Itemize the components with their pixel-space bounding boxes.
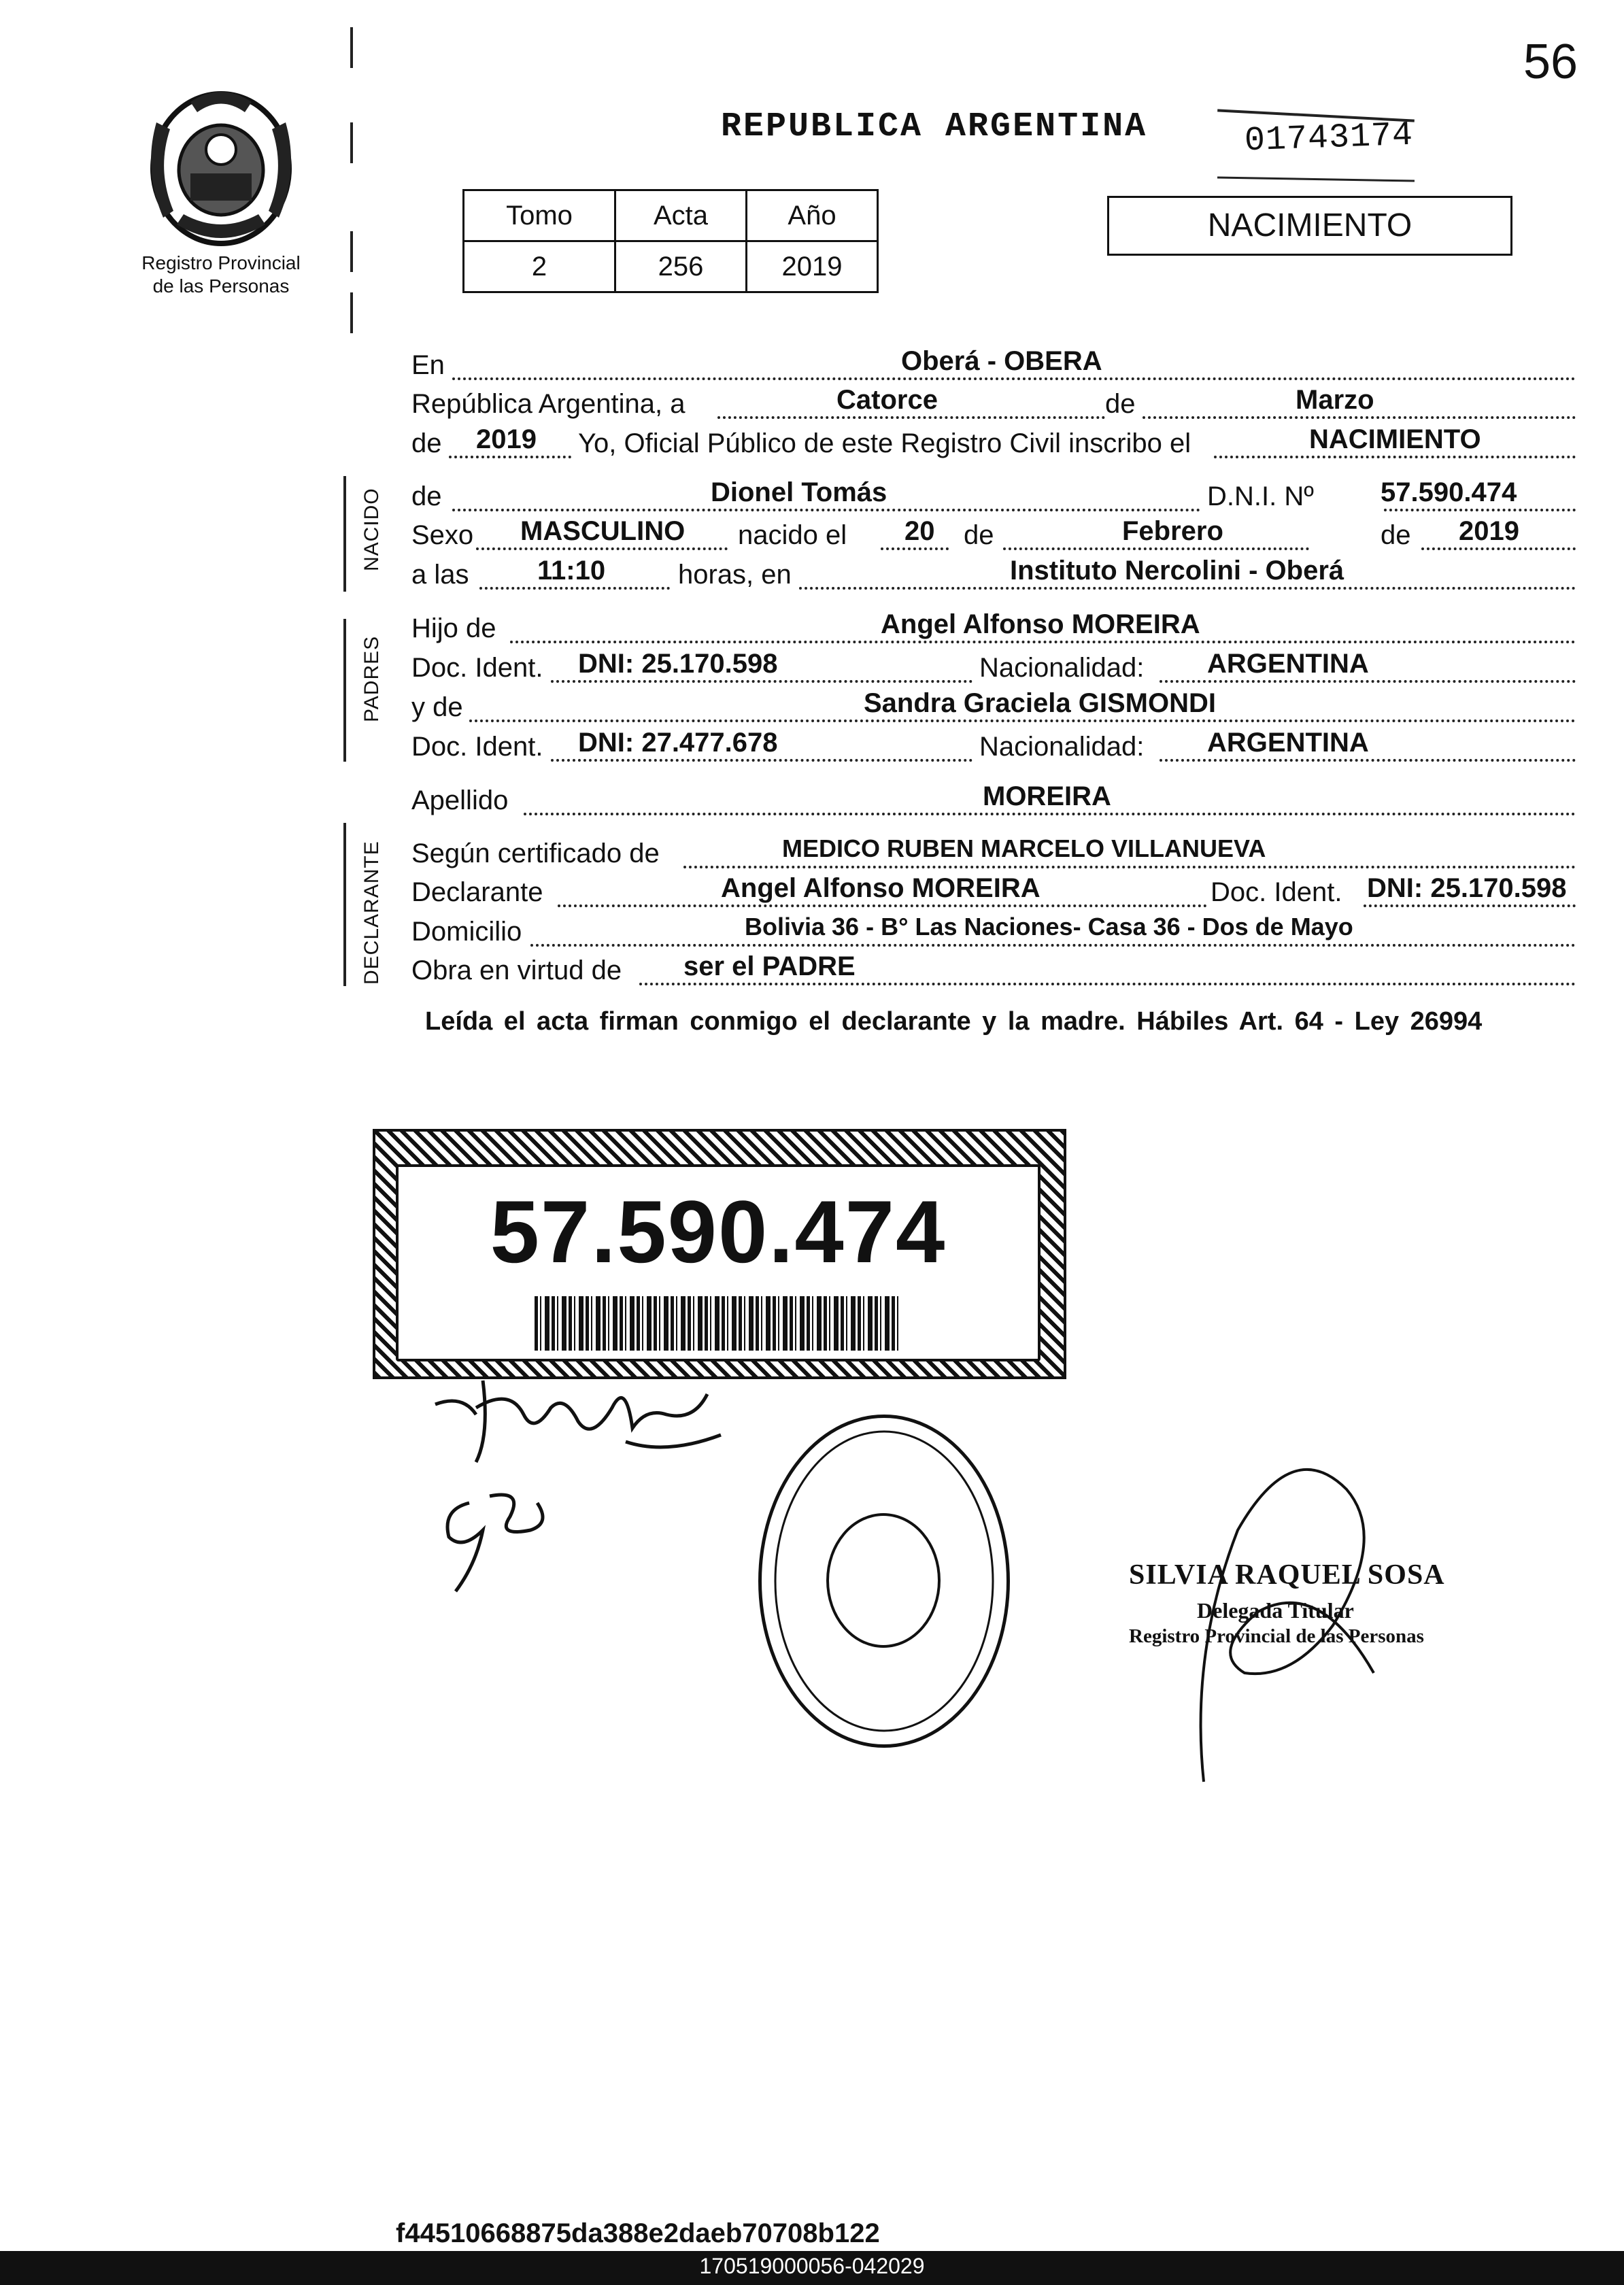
dotted-fill	[1160, 759, 1576, 762]
mother-nationality-value: ARGENTINA	[1207, 728, 1369, 758]
father-doc-value: DNI: 25.170.598	[578, 649, 778, 679]
signer-role: Delegada Titular	[1197, 1598, 1354, 1623]
dotted-fill	[476, 547, 728, 550]
dotted-fill	[1364, 904, 1576, 907]
label-capacity: Obra en virtud de	[411, 955, 622, 985]
dotted-fill	[449, 456, 571, 458]
line-capacity	[411, 951, 1576, 994]
margin-dash	[350, 292, 353, 333]
dotted-fill	[683, 866, 1576, 868]
record-table	[462, 189, 879, 293]
line-mother-doc	[411, 728, 1576, 770]
dotted-fill	[469, 720, 1576, 722]
certificate-value: MEDICO RUBEN MARCELO VILLANUEVA	[782, 834, 1266, 862]
section-label-padres: PADRES	[360, 635, 383, 722]
anio-header: Año	[747, 190, 878, 241]
registry-name-line1: Registro Provincial	[141, 252, 301, 273]
dotted-fill	[1003, 547, 1309, 550]
label-declarant: Declarante	[411, 877, 543, 907]
official-seal	[758, 1415, 1010, 1748]
margin-dash	[350, 122, 353, 163]
serial-number: 01743174	[1244, 116, 1414, 161]
province-crest-logo	[136, 82, 306, 252]
surname-value: MOREIRA	[983, 781, 1111, 811]
address-value: Bolivia 36 - B° Las Naciones- Casa 36 - Dos de Mayo	[745, 913, 1353, 941]
line-inscription	[411, 424, 1576, 467]
page-number: 56	[1523, 35, 1578, 89]
year-value: 2019	[476, 424, 537, 454]
label-declarant-doc: Doc. Ident.	[1211, 877, 1342, 907]
signature-declarant	[422, 1367, 721, 1469]
document-title: REPUBLICA ARGENTINA	[721, 107, 1148, 146]
label-doc: Doc. Ident.	[411, 653, 543, 683]
label-sex: Sexo	[411, 520, 474, 550]
label-father: Hijo de	[411, 613, 496, 643]
record-table-value-row	[464, 241, 878, 292]
label-dni: D.N.I. Nº	[1207, 481, 1314, 511]
nacido-section-rule	[343, 476, 346, 592]
signature-mother	[428, 1476, 564, 1598]
dotted-fill	[510, 641, 1576, 643]
tomo-header: Tomo	[464, 190, 615, 241]
label-de: de	[411, 428, 442, 458]
month-value: Marzo	[1296, 385, 1374, 415]
label-doc: Doc. Ident.	[411, 732, 543, 762]
line-sex-birth	[411, 516, 1576, 558]
capacity-value: ser el PADRE	[683, 951, 856, 981]
inscribe-value: NACIMIENTO	[1309, 424, 1481, 454]
label-mother: y de	[411, 692, 463, 722]
label-nationality: Nacionalidad:	[979, 732, 1145, 762]
day-value: Catorce	[836, 385, 938, 415]
footer-code: 170519000056-042029	[699, 2254, 925, 2278]
line-place	[411, 346, 1576, 388]
section-label-nacido: NACIDO	[360, 488, 383, 571]
acta-header: Acta	[615, 190, 747, 241]
declarante-section-rule	[343, 823, 346, 986]
declarant-doc-value: DNI: 25.170.598	[1367, 873, 1567, 903]
margin-dash	[350, 231, 353, 272]
label-born: nacido el	[738, 520, 847, 550]
birth-year-value: 2019	[1459, 516, 1519, 546]
line-birth-time	[411, 556, 1576, 598]
label-en: En	[411, 350, 445, 380]
line-mother	[411, 688, 1576, 730]
dotted-fill	[1143, 416, 1576, 419]
document-hash: f44510668875da388e2daeb70708b122	[396, 2218, 880, 2248]
dotted-fill	[881, 547, 949, 550]
father-name-value: Angel Alfonso MOREIRA	[881, 609, 1200, 639]
registry-name	[109, 252, 333, 298]
label-inscribe: Yo, Oficial Público de este Registro Civil inscribo el	[578, 428, 1191, 458]
anio-value: 2019	[747, 241, 878, 292]
serial-underline	[1217, 176, 1415, 182]
child-name-value: Dionel Tomás	[711, 477, 887, 507]
acta-value: 256	[615, 241, 747, 292]
dotted-fill	[551, 680, 972, 683]
label-de: de	[411, 481, 442, 511]
dotted-fill	[717, 416, 1105, 419]
line-surname	[411, 781, 1576, 824]
dotted-fill	[1214, 456, 1576, 458]
line-address	[411, 913, 1576, 955]
label-time: a las	[411, 560, 469, 590]
dotted-fill	[452, 509, 1200, 511]
margin-dash	[350, 27, 353, 68]
padres-section-rule	[343, 619, 346, 762]
mother-doc-value: DNI: 27.477.678	[578, 728, 778, 758]
line-father	[411, 609, 1576, 651]
dotted-fill	[639, 983, 1576, 985]
dotted-fill	[1384, 509, 1576, 511]
dotted-fill	[799, 587, 1576, 590]
dni-sticker-number: 57.590.474	[490, 1182, 947, 1281]
label-de: de	[964, 520, 994, 550]
line-father-doc	[411, 649, 1576, 691]
sex-value: MASCULINO	[520, 516, 686, 546]
tomo-value: 2	[464, 241, 615, 292]
sticker-inner	[396, 1164, 1041, 1361]
label-de: de	[1381, 520, 1411, 550]
dotted-fill	[1160, 680, 1576, 683]
child-dni-value: 57.590.474	[1381, 477, 1517, 507]
line-date	[411, 385, 1576, 427]
mother-name-value: Sandra Graciela GISMONDI	[864, 688, 1216, 718]
registry-name-line2: de las Personas	[152, 275, 290, 297]
record-table-header-row	[464, 190, 878, 241]
signer-name: SILVIA RAQUEL SOSA	[1129, 1559, 1445, 1591]
line-declarant	[411, 873, 1576, 915]
declarant-value: Angel Alfonso MOREIRA	[721, 873, 1041, 903]
label-de: de	[1105, 389, 1136, 419]
birth-month-value: Febrero	[1122, 516, 1223, 546]
signer-org: Registro Provincial de las Personas	[1129, 1625, 1424, 1647]
father-nationality-value: ARGENTINA	[1207, 649, 1369, 679]
record-type-box: NACIMIENTO	[1107, 196, 1512, 256]
dotted-fill	[530, 944, 1576, 947]
dni-sticker	[373, 1129, 1066, 1379]
label-address: Domicilio	[411, 917, 522, 947]
label-surname: Apellido	[411, 785, 509, 815]
section-label-declarante: DECLARANTE	[360, 841, 383, 985]
birth-place-value: Instituto Nercolini - Oberá	[1010, 556, 1344, 586]
birth-time-value: 11:10	[537, 556, 606, 586]
place-value: Oberá - OBERA	[901, 346, 1102, 376]
birth-day-value: 20	[904, 516, 935, 546]
label-republic: República Argentina, a	[411, 389, 686, 419]
dotted-fill	[558, 904, 1207, 907]
dotted-fill	[524, 813, 1576, 815]
seal-crest	[826, 1513, 941, 1648]
dotted-fill	[479, 587, 670, 590]
dotted-fill	[452, 377, 1576, 380]
label-certificate: Según certificado de	[411, 839, 660, 868]
barcode	[535, 1296, 902, 1351]
label-hours: horas, en	[678, 560, 792, 590]
line-child-name	[411, 477, 1576, 520]
closing-statement: Leída el acta firman conmigo el declarante y la madre. Hábiles Art. 64 - Ley 26994	[425, 1007, 1483, 1036]
dotted-fill	[1421, 547, 1576, 550]
label-nationality: Nacionalidad:	[979, 653, 1145, 683]
line-certificate	[411, 834, 1576, 877]
dotted-fill	[551, 759, 972, 762]
